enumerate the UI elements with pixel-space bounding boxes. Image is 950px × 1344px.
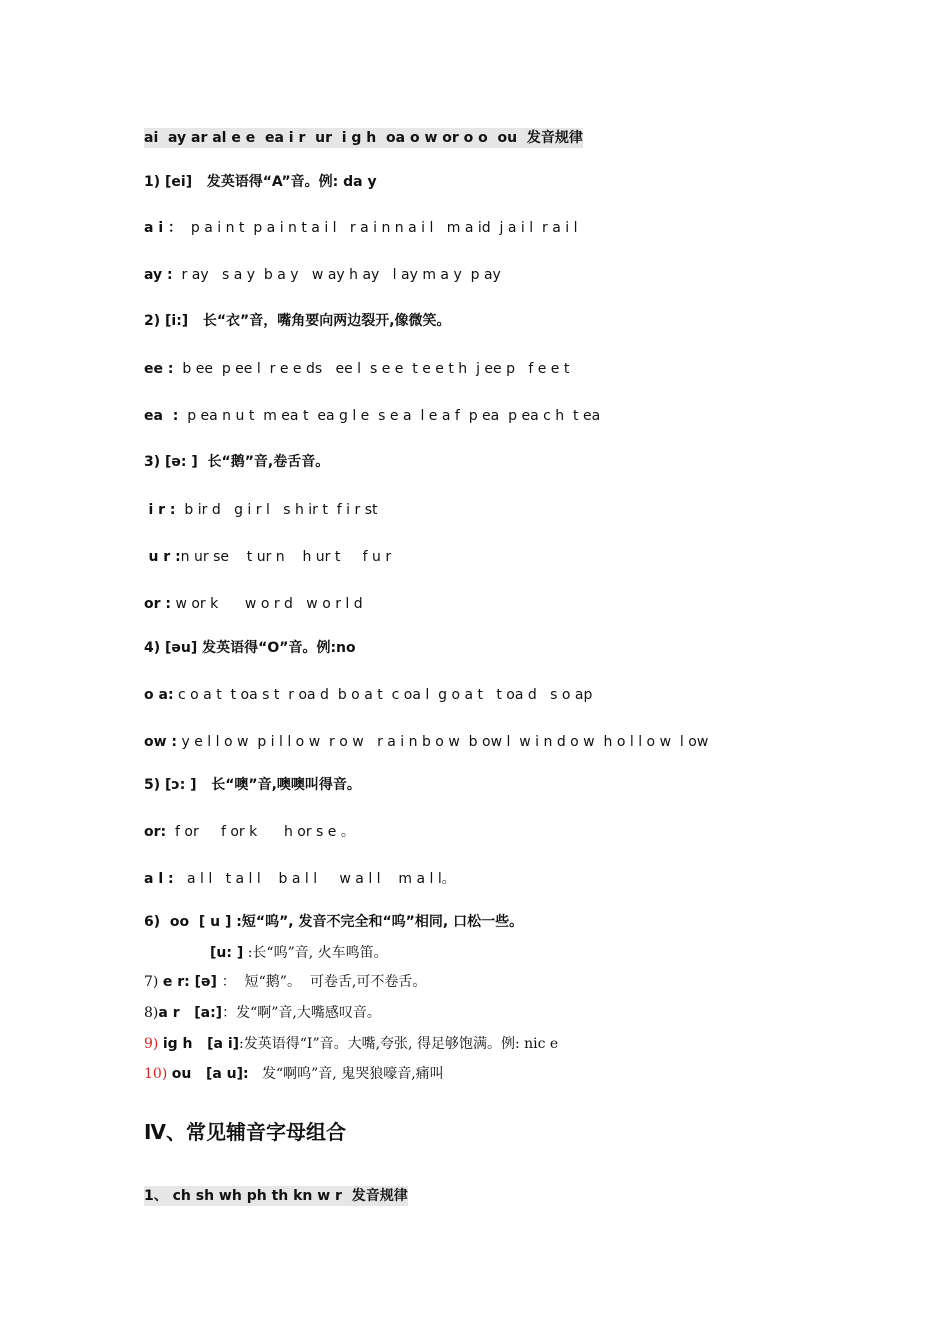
ai-row xyxy=(144,218,578,238)
ur-label: u r : xyxy=(148,549,181,565)
s10-desc: 发“啊呜”音, 鬼哭狼嚎音,痛叫 xyxy=(248,1066,444,1082)
s9-desc: :发英语得“I”音。大嘴,夸张, 得足够饱满。例: nic e xyxy=(239,1036,559,1052)
section-5-title: 5) [ɔ: ] 长“噢”音,噢噢叫得音。 xyxy=(144,777,361,793)
s8-num: 8) xyxy=(144,1005,159,1021)
or2-row xyxy=(144,822,355,842)
s6-phon-short: [ u ] xyxy=(198,914,232,930)
s7-desc: ： 短“鹅”。 可卷舌,可不卷舌。 xyxy=(221,974,427,990)
s6-phon-long: [u: ] xyxy=(210,945,244,961)
section-iv-title: Ⅳ、常见辅音字母组合 xyxy=(144,1120,346,1144)
s8-desc: ：发“啊”音,大嘴感叹音。 xyxy=(222,1005,381,1021)
section-6-line-1 xyxy=(144,912,523,932)
ur-words: n ur se t ur n h ur t f u r xyxy=(180,549,392,565)
ur-row xyxy=(144,547,391,567)
or-words: w or k w o r d w o r l d xyxy=(175,596,363,612)
ow-label: ow : xyxy=(144,734,178,750)
oa-row xyxy=(144,685,592,705)
s8-phon: [a:] xyxy=(184,1005,223,1021)
ay-words: r ay s a y b a y w ay h ay l ay m a y p ay xyxy=(181,267,501,283)
ay-row xyxy=(144,265,501,285)
s6-oo: oo xyxy=(169,914,190,930)
oa-words: c o a t t oa s t r oa d b o a t c oa l g o a t t oa d s o ap xyxy=(178,687,593,703)
s9-num: 9) xyxy=(144,1036,159,1052)
section-10 xyxy=(144,1064,444,1084)
ow-row xyxy=(144,732,708,752)
s7-num: 7) xyxy=(144,974,159,990)
s9-combo: ig h xyxy=(162,1036,198,1052)
section-3-title: 3) [ə: ] 长“鹅”音,卷舌音。 xyxy=(144,454,330,470)
section-1-title: 1) [ei] 发英语得“A”音。例: da y xyxy=(144,174,377,190)
ai-label: a i ： xyxy=(144,220,182,236)
section-9 xyxy=(144,1034,558,1054)
ea-row xyxy=(144,406,600,426)
section-4-title: 4) [əu] 发英语得“O”音。例:no xyxy=(144,640,356,656)
or2-words: f or f or k h or s e 。 xyxy=(175,824,355,840)
subsection-1-title: 1、 ch sh wh ph th kn w r 发音规律 xyxy=(144,1188,408,1204)
ow-words: y e l l o w p i l l o w r o w r a i n b o w b ow l w i n d o w h o l l o w l ow xyxy=(181,734,709,750)
s7-phon: [ə] xyxy=(189,974,222,990)
or2-label: or: xyxy=(144,824,167,840)
al-words: a l l t a l l b a l l w a l l m a l l。 xyxy=(186,871,456,887)
heading-vowel-combinations: ai ay ar al e e ea i r ur i g h oa o w or o o ou 发音规律 xyxy=(144,130,583,146)
s7-combo: e r: xyxy=(162,974,190,990)
al-label: a l : xyxy=(144,871,174,887)
or-label: or : xyxy=(144,596,171,612)
ay-label: ay : xyxy=(144,267,173,283)
section-2-title: 2) [i:] 长“衣”音，嘴角要向两边裂开,像微笑。 xyxy=(144,313,451,329)
s9-phon: [a i] xyxy=(197,1036,240,1052)
section-6-line-2 xyxy=(210,943,388,963)
s6-desc-short: :短“呜”, 发音不完全和“呜”相同, 口松一些。 xyxy=(231,914,524,930)
al-row xyxy=(144,869,456,889)
s8-combo: a r xyxy=(158,1005,185,1021)
ir-words: b ir d g i r l s h ir t f i r st xyxy=(184,502,378,518)
s10-combo: ou xyxy=(171,1066,197,1082)
s6-num: 6) xyxy=(144,914,161,930)
ai-words: p a i n t p a i n t a i l r a i n n a i l m a id j a i l r a i l xyxy=(190,220,578,236)
ee-row xyxy=(144,359,569,379)
oa-label: o a: xyxy=(144,687,174,703)
section-8 xyxy=(144,1003,381,1023)
ir-row xyxy=(144,500,377,520)
ee-words: b ee p ee l r e e ds ee l s e e t e e t h j ee p f e e t xyxy=(182,361,570,377)
ir-label: i r : xyxy=(148,502,176,518)
or-row xyxy=(144,594,363,614)
ee-label: ee : xyxy=(144,361,174,377)
ea-words: p ea n u t m ea t ea g l e s e a l e a f p ea p ea c h t ea xyxy=(187,408,601,424)
s6-desc-long: :长“呜”音, 火车鸣笛。 xyxy=(243,945,388,961)
s10-num: 10) xyxy=(144,1066,168,1082)
ea-label: ea : xyxy=(144,408,179,424)
section-7 xyxy=(144,972,426,992)
s10-phon: [a u]: xyxy=(196,1066,249,1082)
